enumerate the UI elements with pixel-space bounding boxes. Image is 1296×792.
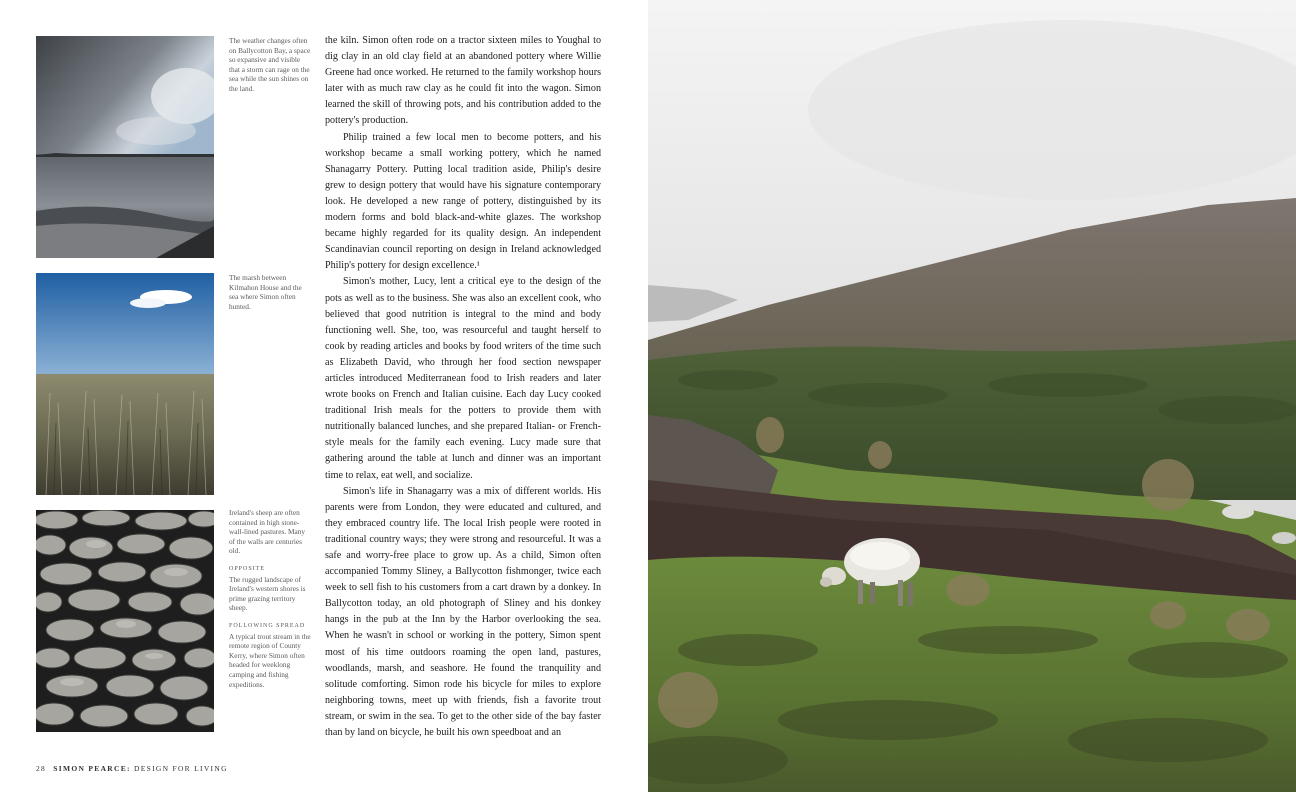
- caption-bay: [229, 36, 311, 94]
- body-paragraph: the kiln. Simon often rode on a tractor sixteen miles to Youghal to dig clay in an old clay field at an abandoned pottery where Willie Greene had once worked. He returned to the family workshop hours later with as much raw clay as he could fit into the wagon. Simon learned the skill of throwing pots, and his contribution added to the pottery's production.: [325, 35, 601, 127]
- caption-following-text: A typical trout stream in the remote region of County Kerry, where Simon often headed for weeklong camping and fishing expeditions.: [229, 631, 311, 689]
- bay-storm-image: [36, 36, 214, 258]
- page-footer: [36, 764, 228, 773]
- body-text: [325, 33, 601, 741]
- body-paragraph: Philip trained a few local men to become potters, and his workshop became a small working pottery, which he named Shanagarry Pottery. Putting local tradition aside, Philip's desire grew to design pottery that would have his signature contemporary look. He developed a new range of pottery, distinguished by its modern forms and bold black-and-white glazes. The workshop became highly regarded for its quality design. An independent Scandinavian council reporting on design in Ireland acknowledged Philip's pottery for design excellence.¹: [325, 131, 601, 272]
- caption-marsh: [229, 273, 311, 311]
- right-page: [648, 0, 1296, 792]
- marsh-image: [36, 273, 214, 495]
- caption-sheep: [229, 508, 311, 689]
- body-paragraph: Simon's mother, Lucy, lent a critical eye to the design of the pots as well as to the business. She was also an excellent cook, who believed that good nutrition is integral to the mind and body functioning well. She, too, was resourceful and taught herself to cook by reading articles and books by food writers of the time such as Elizabeth David, who through her food section newspaper articles introduced Mediterranean food to Irish readers and later wrote books on French and Italian cuisine. Each day Lucy cooked traditional Irish meals for the potters to provide them with nutritionally balanced lunches, and she prepared Italian- or French-style meals for the family each evening. Lucy made sure that gathering around the table at lunch and dinner was an important time to relax, eat well, and socialize.: [325, 276, 601, 481]
- stone-wall-photo: [36, 510, 214, 732]
- caption-sheep-text: Ireland's sheep are often contained in high stone-wall-lined pastures. Many of the walls are centuries old.: [229, 508, 305, 556]
- caption-marsh-text: The marsh between Kilmahon House and the sea where Simon often hunted.: [229, 273, 302, 311]
- landscape-sheep-photo: [648, 0, 1296, 792]
- marsh-photo: [36, 273, 214, 495]
- stone-wall-image: [36, 510, 214, 732]
- caption-bay-text: The weather changes often on Ballycotton Bay, a space so expansive and visible that a storm can rage on the sea while the sun shines on the land.: [229, 36, 311, 93]
- caption-opposite-label: OPPOSITE: [229, 565, 266, 572]
- book-title: SIMON PEARCE:: [53, 764, 131, 773]
- page-number: 28: [36, 764, 47, 773]
- bay-storm-photo: [36, 36, 214, 258]
- book-subtitle: DESIGN FOR LIVING: [134, 764, 228, 773]
- body-paragraph: Simon's life in Shanagarry was a mix of different worlds. His parents were from London, they were educated and cultured, and they embraced country life. The local Irish people were rooted in traditional country ways; they were strong and resourceful. It was a safe and worry-free place to grow up. As a child, Simon often accompanied Tommy Sliney, a Ballycotton fishmonger, twice each week to sell fish to his customers from a cart drawn by a donkey. In Ballycotton today, an old photograph of Sliney and his donkey hangs in the pub at the Inn by the Harbor overlooking the sea. When he wasn't in school or working in the pottery, Simon spent most of his time outdoors roaming the open land, pastures, woodlands, marsh, and seashore. He found the tranquility and solitude comforting. Simon rode his bicycle for miles to explore neighboring towns, meet up with friends, fish a favorite trout stream, or swim in the sea. To get to the other side of the bay faster than by land on bicycle, he built his own speedboat and an: [325, 485, 601, 739]
- caption-opposite-text: The rugged landscape of Ireland's western shores is prime grazing territory sheep.: [229, 574, 306, 613]
- caption-following-label: FOLLOWING SPREAD: [229, 622, 306, 629]
